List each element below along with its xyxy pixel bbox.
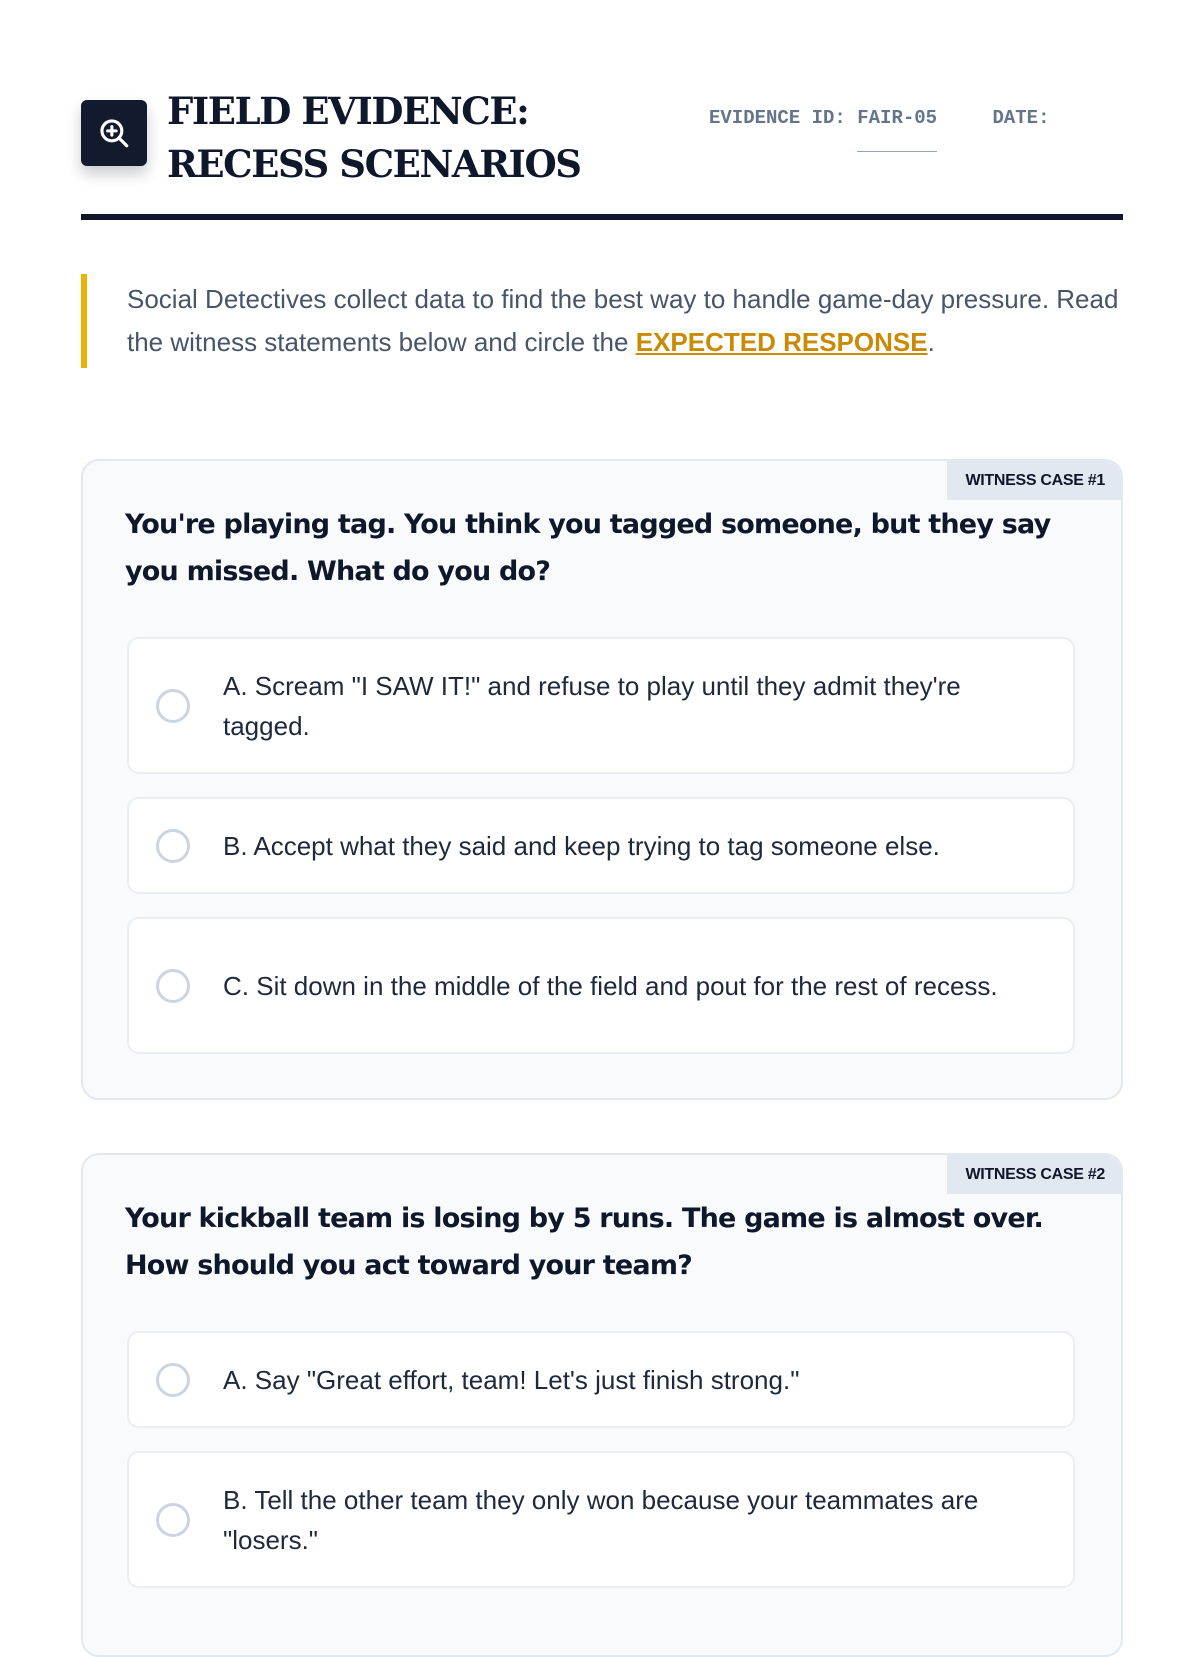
- witness-case-1: [81, 459, 1123, 1100]
- case-tag: WITNESS CASE #2: [947, 1155, 1121, 1194]
- radio-button[interactable]: [156, 1363, 190, 1397]
- option-label: B. Accept what they said and keep trying to tag someone else.: [223, 830, 940, 861]
- option-b[interactable]: [127, 797, 1075, 894]
- instructions-highlight: EXPECTED RESPONSE: [635, 327, 928, 357]
- header-divider: [81, 214, 1123, 220]
- radio-button[interactable]: [156, 969, 190, 1003]
- radio-button[interactable]: [156, 829, 190, 863]
- option-label: A. Say "Great effort, team! Let's just finish strong.": [223, 1364, 800, 1395]
- evidence-id-label: EVIDENCE ID:: [709, 107, 846, 129]
- witness-case-2: [81, 1153, 1123, 1657]
- zoom-in-icon: [97, 116, 131, 150]
- evidence-id-value: FAIR-05: [857, 107, 937, 152]
- case-question: You're playing tag. You think you tagged someone, but they say you missed. What do you do?: [125, 509, 1051, 587]
- radio-button[interactable]: [156, 689, 190, 723]
- date-label: DATE:: [992, 107, 1050, 129]
- option-a[interactable]: [127, 637, 1075, 774]
- instructions-end: .: [927, 327, 935, 357]
- option-a[interactable]: [127, 1331, 1075, 1428]
- logo-badge: [81, 100, 147, 166]
- option-label: A. Scream "I SAW IT!" and refuse to play until they admit they're tagged.: [223, 670, 961, 741]
- page-title: FIELD EVIDENCE: RECESS SCENARIOS: [167, 89, 581, 186]
- option-b[interactable]: [127, 1451, 1075, 1588]
- evidence-meta: [709, 107, 1049, 129]
- option-label: C. Sit down in the middle of the field and pout for the rest of recess.: [223, 970, 998, 1001]
- instructions: [81, 274, 1127, 368]
- option-label: B. Tell the other team they only won because your teammates are "losers.": [223, 1484, 979, 1555]
- radio-button[interactable]: [156, 1503, 190, 1537]
- case-question: Your kickball team is losing by 5 runs. The game is almost over. How should you act toward your team?: [125, 1203, 1043, 1281]
- case-tag: WITNESS CASE #1: [947, 461, 1121, 500]
- option-c[interactable]: [127, 917, 1075, 1054]
- header: [81, 85, 1121, 220]
- instructions-text: Social Detectives collect data to find the best way to handle game-day pressure. Read the witness statements below and circle the: [127, 284, 1119, 357]
